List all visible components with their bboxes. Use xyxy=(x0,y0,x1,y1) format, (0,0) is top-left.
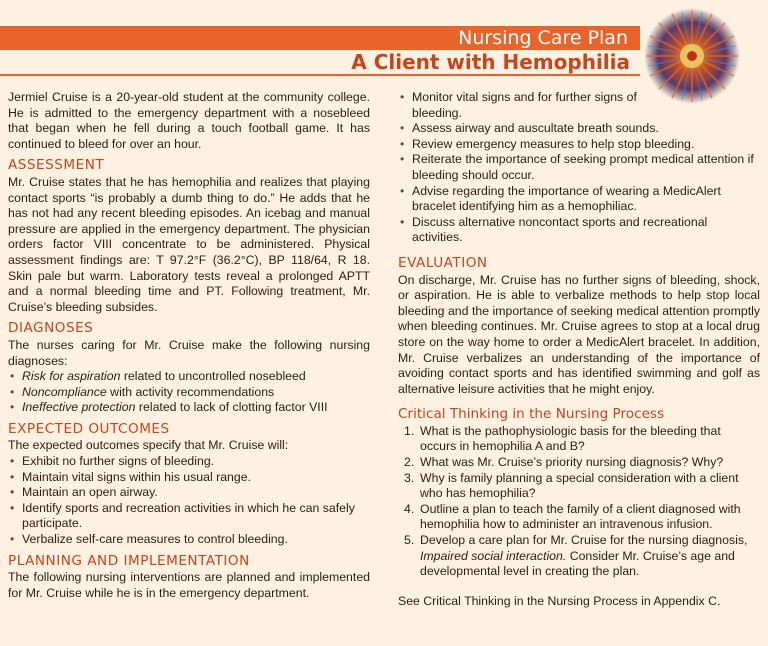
list-item: • Ineffective protection related to lack of clotting factor VIII xyxy=(8,400,370,416)
planning-list-continued xyxy=(398,121,760,246)
see-also-note: See Critical Thinking in the Nursing Process in Appendix C. xyxy=(398,593,721,608)
outcomes-list xyxy=(8,454,370,548)
list-item: • Exhibit no further signs of bleeding. xyxy=(8,454,370,470)
list-item: 3. Why is family planning a special consideration with a client who has hemophilia? xyxy=(404,470,739,501)
diagnoses-intro: The nurses caring for Mr. Cruise make the following nursing diagnoses: xyxy=(8,337,370,368)
list-item: • Monitor vital signs and for further signs of bleeding. xyxy=(398,90,640,121)
page-subtitle: A Client with Hemophilia xyxy=(351,50,630,74)
evaluation-heading: EVALUATION xyxy=(398,254,488,271)
list-item: • Review emergency measures to help stop bleeding. xyxy=(398,137,760,153)
list-item: • Risk for aspiration related to uncontrolled nosebleed xyxy=(8,369,370,385)
diagnoses-list xyxy=(8,369,370,416)
list-item: • Maintain an open airway. xyxy=(8,485,370,501)
list-item: 4. Outline a plan to teach the family of a client diagnosed with hemophilia how to administer an intravenous infusion. xyxy=(404,501,741,532)
list-item: • Assess airway and auscultate breath sounds. xyxy=(398,121,760,137)
assessment-text: Mr. Cruise states that he has hemophilia and realizes that playing contact sports “is probably a dumb thing to do.” He adds that he has not had any recent bleeding episodes. An icebag and manual pressure are applied in the emergency department. The physician orders factor VIII concentrate to be administered. Physical assessment findings are: T 97.2°F (36.2°C), BP 118/64, R 18. Skin pale but warm. Laboratory tests reveal a prolonged APTT and a normal bleeding time and PT. Following treatment, Mr. Cruise’s bleeding subsides. xyxy=(8,174,370,314)
planning-list xyxy=(398,90,640,121)
intro-paragraph: Jermiel Cruise is a 20-year-old student at the community college. He is admitted to the emergency department with a nosebleed that began when he fell during a touch football game. It has continued to bleed for over an hour. xyxy=(8,90,370,151)
list-item: 1. What is the pathophysiologic basis for the bleeding that occurs in hemophilia A and B? xyxy=(404,423,721,454)
page-title: Nursing Care Plan xyxy=(458,27,628,49)
list-item: • Advise regarding the importance of wearing a MedicAlert bracelet identifying him as a hemophiliac. xyxy=(398,184,760,215)
list-item: • Identify sports and recreation activities in which he can safely participate. xyxy=(8,501,370,532)
list-item: • Maintain vital signs within his usual range. xyxy=(8,470,370,486)
critical-thinking-heading: Critical Thinking in the Nursing Process xyxy=(398,406,665,423)
list-item: 2. What was Mr. Cruise’s priority nursing diagnosis? Why? xyxy=(404,455,724,470)
outcomes-heading: EXPECTED OUTCOMES xyxy=(8,420,170,437)
list-item: • Verbalize self-care measures to control bleeding. xyxy=(8,532,370,548)
left-column xyxy=(8,90,370,601)
outcomes-intro: The expected outcomes specify that Mr. Cruise will: xyxy=(8,438,289,453)
evaluation-text: On discharge, Mr. Cruise has no further signs of bleeding, shock, or aspiration. He is able to verbalize methods to help stop local bleeding and the importance of seeking medical attention promptly when bleeding continues. Mr. Cruise agrees to stop at a local drug store on the way home to order a MedicAlert bracelet. In addition, Mr. Cruise verbalizes an understanding of the importance of avoiding contact sports and has identified swimming and golf as alternative leisure activities that he might enjoy. xyxy=(398,272,760,396)
list-item: • Discuss alternative noncontact sports and recreational activities. xyxy=(398,215,760,246)
list-item: 5. Develop a care plan for Mr. Cruise for the nursing diagnosis, Impaired social interaction. Consider Mr. Cruise’s age and developmental level in creating the plan. xyxy=(404,533,748,579)
planning-intro: The following nursing interventions are planned and implemented for Mr. Cruise while he is in the emergency department. xyxy=(8,570,370,600)
diagnoses-heading: DIAGNOSES xyxy=(8,320,94,337)
critical-thinking-list xyxy=(398,424,760,580)
list-item: • Reiterate the importance of seeking prompt medical attention if bleeding should occur. xyxy=(398,152,760,183)
planning-heading: PLANNING AND IMPLEMENTATION xyxy=(8,552,250,569)
list-item: • Noncompliance with activity recommendations xyxy=(8,385,370,401)
assessment-heading: ASSESSMENT xyxy=(8,157,105,174)
right-column xyxy=(398,90,760,609)
